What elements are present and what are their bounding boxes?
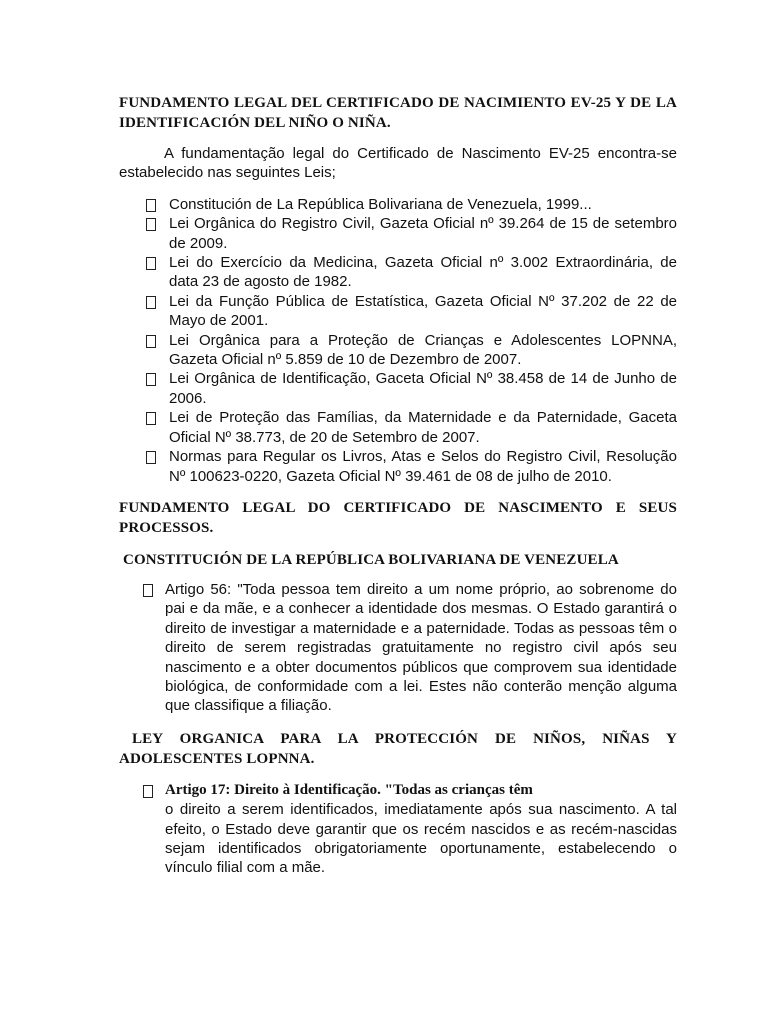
bullet-box-icon (143, 781, 157, 804)
list-item: Lei de Proteção das Famílias, da Maternidade e da Paternidade, Gaceta Oficial Nº 38.773, de 20 de Setembro de 2007. (119, 408, 677, 447)
bullet-box-icon (146, 331, 160, 354)
list-item: Lei Orgânica de Identificação, Gaceta Oficial Nº 38.458 de 14 de Junho de 2006. (119, 369, 677, 408)
list-item: Lei do Exercício da Medicina, Gazeta Oficial nº 3.002 Extraordinária, de data 23 de agosto de 1982. (119, 253, 677, 292)
bullet-box-icon (146, 408, 160, 431)
list-item: Normas para Regular os Livros, Atas e Selos do Registro Civil, Resolução Nº 100623-0220, Gazeta Oficial Nº 39.461 de 08 de julho de 2010. (119, 447, 677, 486)
heading-ley-organica (119, 729, 677, 769)
article-17 (119, 781, 677, 878)
list-item: Lei da Função Pública de Estatística, Gazeta Oficial Nº 37.202 de 22 de Mayo de 2001. (119, 292, 677, 331)
bullet-box-icon (146, 214, 160, 237)
bullet-box-icon (146, 292, 160, 315)
list-item: Constitución de La República Bolivariana de Venezuela, 1999... (119, 195, 677, 214)
list-item: Lei Orgânica para a Proteção de Crianças e Adolescentes LOPNNA, Gazeta Oficial nº 5.859 de 10 de Dezembro de 2007. (119, 331, 677, 370)
bullet-box-icon (146, 369, 160, 392)
heading-certificado-nacimiento: FUNDAMENTO LEGAL DEL CERTIFICADO DE NACIMIENTO EV-25 Y DE LA IDENTIFICACIÓN DEL NIÑO O NIÑA. (119, 95, 677, 131)
laws-list (119, 195, 677, 486)
bullet-box-icon (146, 253, 160, 276)
intro-paragraph: A fundamentação legal do Certificado de Nascimento EV-25 encontra-se estabelecido nas seguintes Leis; (119, 145, 677, 182)
heading-constitucion: CONSTITUCIÓN DE LA REPÚBLICA BOLIVARIANA DE VENEZUELA (123, 551, 619, 568)
heading-ley-organica-line1: LEY ORGANICA PARA LA PROTECCIÓN DE NIÑOS, NIÑAS Y (132, 730, 677, 747)
document-page (119, 93, 677, 878)
article-17-heading: Artigo 17: Direito à Identificação. "Todas as crianças têm (165, 781, 533, 798)
article-56-text: Artigo 56: "Toda pessoa tem direito a um nome próprio, ao sobrenome do pai e da mãe, e a conhecer a identidade dos mesmas. O Estado garantirá o direito de investigar a maternidade e a paternidade. Todas as pessoas têm o direito de serem registradas gratuitamente no registro civil após seu nascimento e a obter documentos públicos que comprovem sua identidade biológica, de conformidade com a lei. Estes não conterão menção alguma que classifique a filiação. (165, 580, 677, 715)
heading-ley-organica-line2: ADOLESCENTES LOPNNA. (119, 750, 315, 767)
bullet-box-icon (146, 447, 160, 470)
bullet-box-icon (143, 580, 157, 603)
heading-fundamento-legal: FUNDAMENTO LEGAL DO CERTIFICADO DE NASCIMENTO E SEUS PROCESSOS. (119, 499, 677, 536)
article-17-text: o direito a serem identificados, imediatamente após sua nascimento. A tal efeito, o Estado deve garantir que os recém nascidos e as recém-nascidas sejam identificados obrigatoriamente oportunamente, estabelecendo o vínculo filial com a mãe. (165, 801, 677, 877)
list-item: Lei Orgânica do Registro Civil, Gazeta Oficial nº 39.264 de 15 de setembro de 2009. (119, 214, 677, 253)
article-56 (119, 580, 677, 716)
